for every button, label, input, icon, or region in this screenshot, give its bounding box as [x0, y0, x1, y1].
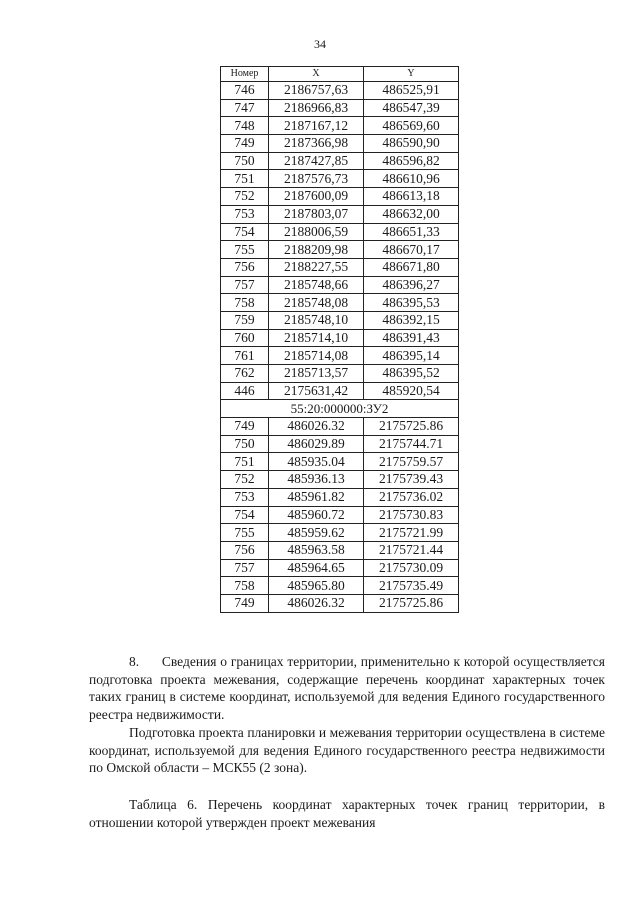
cell-y: 486392,15 [364, 311, 459, 329]
cell-y: 486670,17 [364, 241, 459, 259]
cell-x: 486029.89 [269, 435, 364, 453]
paragraph-table-caption: Таблица 6. Перечень координат характерных точек границ территории, в отношении которой утвержден проект межевания [89, 797, 605, 830]
cell-x: 2185748,10 [269, 311, 364, 329]
cell-y: 485920,54 [364, 382, 459, 400]
cell-y: 2175759.57 [364, 453, 459, 471]
table-row [221, 117, 459, 135]
cell-y: 486671,80 [364, 258, 459, 276]
cell-number: 758 [221, 294, 269, 312]
cell-x: 485935.04 [269, 453, 364, 471]
table-row [221, 471, 459, 489]
table-row [221, 559, 459, 577]
cell-x: 2185748,66 [269, 276, 364, 294]
cell-number: 749 [221, 135, 269, 153]
table-row [221, 594, 459, 612]
cell-number: 749 [221, 418, 269, 436]
cell-number: 758 [221, 577, 269, 595]
cell-number: 757 [221, 559, 269, 577]
cell-number: 754 [221, 223, 269, 241]
table-header-row [221, 67, 459, 82]
table-row [221, 329, 459, 347]
table-row [221, 82, 459, 100]
cell-x: 2188209,98 [269, 241, 364, 259]
cell-number: 753 [221, 488, 269, 506]
cell-number: 756 [221, 258, 269, 276]
cell-number: 748 [221, 117, 269, 135]
cell-x: 2185714,08 [269, 347, 364, 365]
cell-x: 2187803,07 [269, 205, 364, 223]
cell-number: 756 [221, 541, 269, 559]
table-row [221, 577, 459, 595]
cell-y: 2175730.09 [364, 559, 459, 577]
table-row [221, 311, 459, 329]
table-row [221, 541, 459, 559]
table-row [221, 488, 459, 506]
cell-y: 486395,52 [364, 365, 459, 383]
cell-y: 486596,82 [364, 152, 459, 170]
cell-y: 486525,91 [364, 82, 459, 100]
cell-x: 485959.62 [269, 524, 364, 542]
table-row [221, 276, 459, 294]
cell-y: 486613,18 [364, 188, 459, 206]
cell-number: 752 [221, 471, 269, 489]
cell-number: 760 [221, 329, 269, 347]
cell-x: 2185748,08 [269, 294, 364, 312]
table-row [221, 170, 459, 188]
cell-number: 751 [221, 453, 269, 471]
cell-number: 757 [221, 276, 269, 294]
cell-y: 486590,90 [364, 135, 459, 153]
cell-number: 761 [221, 347, 269, 365]
table-body-part2 [221, 418, 459, 613]
table-row [221, 347, 459, 365]
table-row [221, 418, 459, 436]
cell-x: 485960.72 [269, 506, 364, 524]
cell-y: 2175721.44 [364, 541, 459, 559]
section-label: 55:20:000000:ЗУ2 [221, 400, 459, 418]
cell-number: 762 [221, 365, 269, 383]
cell-number: 753 [221, 205, 269, 223]
cell-x: 485961.82 [269, 488, 364, 506]
header-x: X [269, 67, 364, 82]
cell-y: 486395,53 [364, 294, 459, 312]
cell-x: 485965.80 [269, 577, 364, 595]
header-y: Y [364, 67, 459, 82]
cell-number: 446 [221, 382, 269, 400]
table-section [221, 400, 459, 418]
cell-y: 2175744.71 [364, 435, 459, 453]
table-row [221, 258, 459, 276]
paragraph-boundaries-info: 8. Сведения о границах территории, применительно к которой осуществляется подготовка проекта межевания, содержащие перечень координат характерных точек таких границ в системе координат, используемой для ведения Единого государственного реестра недвижимости. [89, 654, 605, 722]
cell-x: 2187366,98 [269, 135, 364, 153]
cell-y: 2175736.02 [364, 488, 459, 506]
cell-x: 2175631,42 [269, 382, 364, 400]
cell-x: 485936.13 [269, 471, 364, 489]
cell-y: 486610,96 [364, 170, 459, 188]
cell-number: 747 [221, 99, 269, 117]
cell-number: 750 [221, 435, 269, 453]
table-row [221, 99, 459, 117]
cell-x: 2185713,57 [269, 365, 364, 383]
cell-number: 755 [221, 241, 269, 259]
section-row [221, 400, 459, 418]
cell-x: 2187427,85 [269, 152, 364, 170]
table-row [221, 241, 459, 259]
table-row [221, 506, 459, 524]
cell-x: 2186966,83 [269, 99, 364, 117]
cell-number: 755 [221, 524, 269, 542]
cell-x: 485963.58 [269, 541, 364, 559]
paragraph-coordinate-system: Подготовка проекта планировки и межевания территории осуществлена в системе координат, используемой для ведения Единого государственного реестра недвижимости по Омской области – МСК55 (2 зона). [89, 725, 605, 775]
cell-y: 486395,14 [364, 347, 459, 365]
coordinates-table [220, 66, 459, 613]
table-row [221, 152, 459, 170]
cell-x: 2185714,10 [269, 329, 364, 347]
table-row [221, 365, 459, 383]
table-row [221, 188, 459, 206]
table-row [221, 135, 459, 153]
cell-number: 749 [221, 594, 269, 612]
cell-y: 2175721.99 [364, 524, 459, 542]
table-row [221, 524, 459, 542]
cell-y: 2175735.49 [364, 577, 459, 595]
cell-x: 2187600,09 [269, 188, 364, 206]
cell-x: 2186757,63 [269, 82, 364, 100]
cell-x: 2188227,55 [269, 258, 364, 276]
cell-y: 2175730.83 [364, 506, 459, 524]
cell-x: 486026.32 [269, 594, 364, 612]
cell-y: 486396,27 [364, 276, 459, 294]
cell-number: 750 [221, 152, 269, 170]
cell-number: 751 [221, 170, 269, 188]
cell-y: 486547,39 [364, 99, 459, 117]
table-row [221, 223, 459, 241]
cell-y: 486632,00 [364, 205, 459, 223]
cell-number: 759 [221, 311, 269, 329]
cell-y: 2175725.86 [364, 418, 459, 436]
cell-y: 2175739.43 [364, 471, 459, 489]
cell-x: 2187167,12 [269, 117, 364, 135]
table-row [221, 382, 459, 400]
table-row [221, 453, 459, 471]
cell-y: 2175725.86 [364, 594, 459, 612]
table-row [221, 435, 459, 453]
table-body-part1 [221, 82, 459, 400]
cell-y: 486569,60 [364, 117, 459, 135]
cell-x: 486026.32 [269, 418, 364, 436]
cell-x: 2187576,73 [269, 170, 364, 188]
cell-x: 2188006,59 [269, 223, 364, 241]
cell-number: 746 [221, 82, 269, 100]
table-row [221, 205, 459, 223]
cell-y: 486391,43 [364, 329, 459, 347]
cell-number: 752 [221, 188, 269, 206]
cell-x: 485964.65 [269, 559, 364, 577]
header-number: Номер [221, 67, 269, 82]
cell-y: 486651,33 [364, 223, 459, 241]
table-row [221, 294, 459, 312]
page-number: 34 [314, 37, 326, 51]
cell-number: 754 [221, 506, 269, 524]
